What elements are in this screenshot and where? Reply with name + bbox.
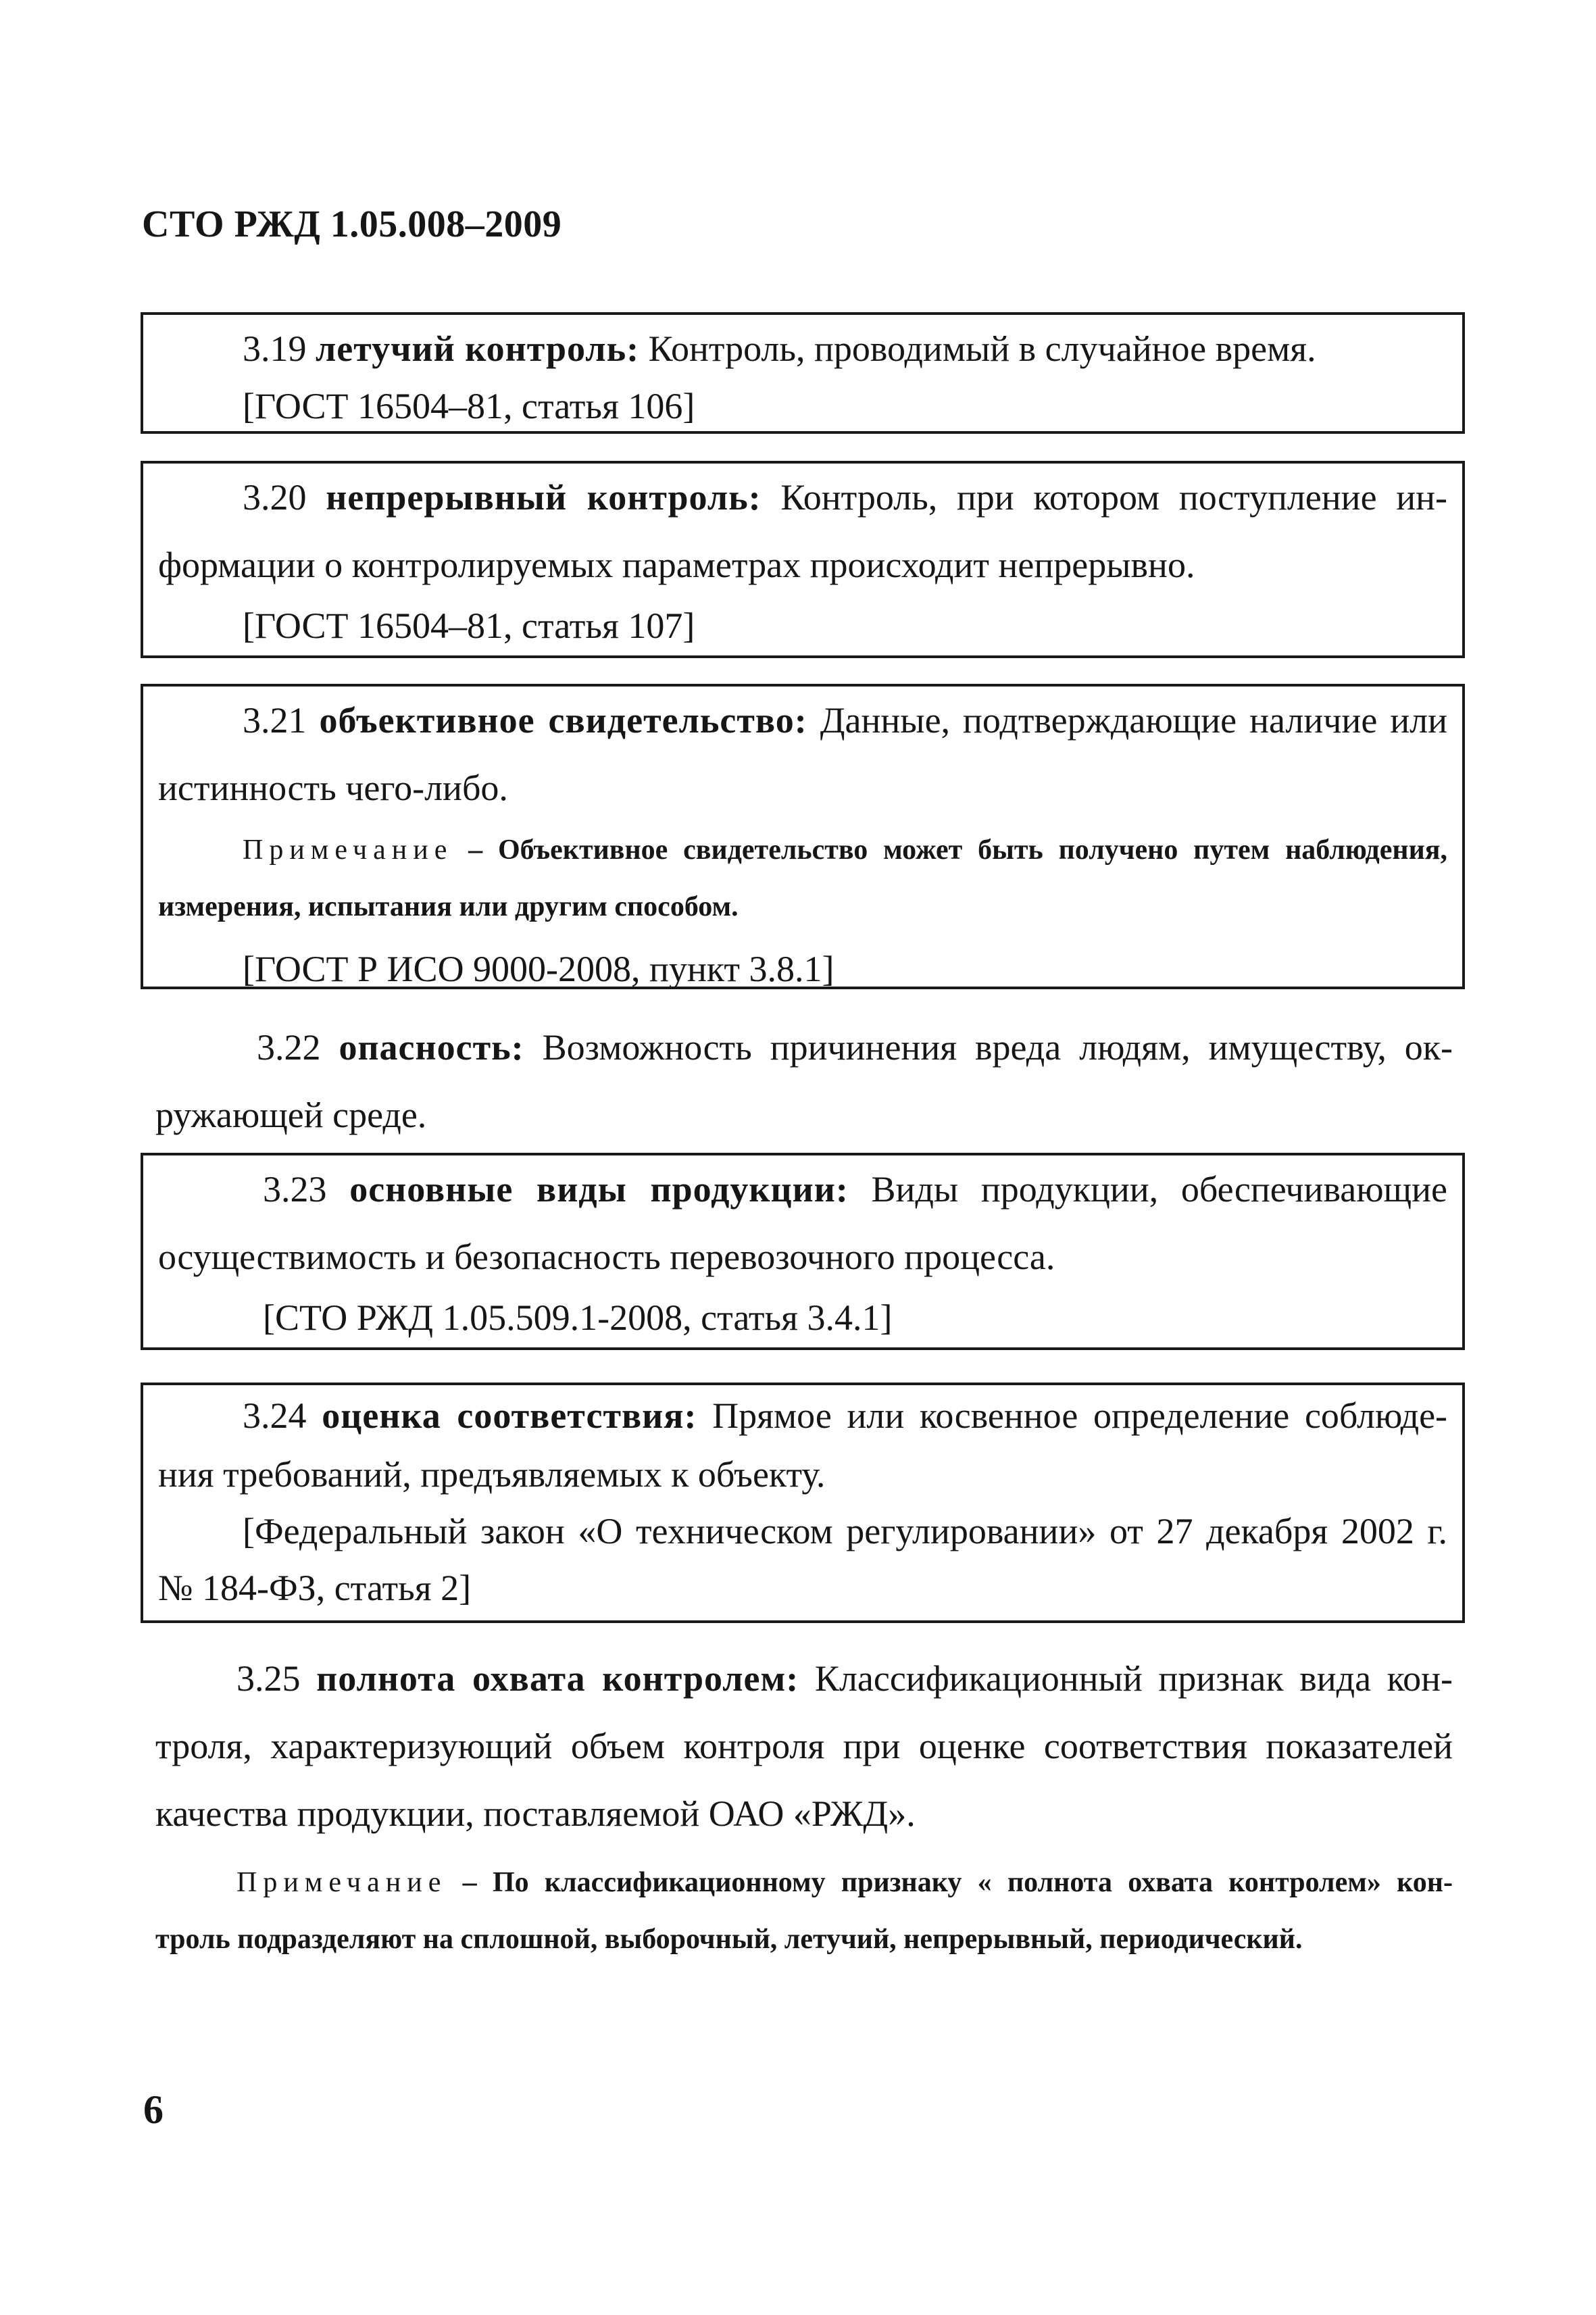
term-title: оценка соответствия: bbox=[322, 1395, 697, 1436]
term-note bbox=[158, 822, 1447, 878]
note-label: Примечание bbox=[236, 1867, 447, 1898]
term-title: объективное свидетельство: bbox=[319, 700, 807, 741]
term-definition-part3: качества продукции, поставляемой ОАО «РЖД». bbox=[155, 1793, 916, 1834]
term-definition-part2: истинность чего-либо. bbox=[158, 768, 508, 808]
term-number: 3.20 bbox=[243, 477, 307, 518]
term-definition-part1: Данные, подтверждающие наличие или bbox=[820, 700, 1447, 741]
page-number: 6 bbox=[143, 2087, 164, 2132]
term-line bbox=[158, 1385, 1447, 1446]
term-reference-part1: [Федеральный закон «О техническом регулировании» от 27 декабря 2002 г. bbox=[243, 1511, 1447, 1551]
term-definition-part2: ружающей среде. bbox=[155, 1095, 427, 1135]
term-reference: [СТО РЖД 1.05.509.1-2008, статья 3.4.1] bbox=[263, 1297, 893, 1338]
term-definition-part2: осуществимость и безопасность перевозочного процесса. bbox=[158, 1237, 1055, 1277]
term-definition: Контроль, проводимый в случайное время. bbox=[648, 328, 1316, 369]
term-box-3-19 bbox=[141, 312, 1465, 434]
term-title: опасность: bbox=[339, 1027, 524, 1068]
term-definition-part1: Возможность причинения вреда людям, имуществу, ок- bbox=[542, 1027, 1453, 1068]
term-box-3-24 bbox=[141, 1383, 1465, 1623]
document-code-header: СТО РЖД 1.05.008–2009 bbox=[142, 203, 562, 245]
term-number: 3.22 bbox=[257, 1027, 321, 1068]
term-line bbox=[155, 1014, 1453, 1081]
term-line bbox=[158, 687, 1447, 754]
term-line bbox=[158, 1155, 1447, 1223]
term-definition-part2: формации о контролируемых параметрах происходит непрерывно. bbox=[158, 545, 1195, 585]
term-number: 3.21 bbox=[243, 700, 307, 741]
note-text-part1: – Объективное свидетельство может быть получено путем наблюдения, bbox=[453, 835, 1447, 866]
term-reference-part2: № 184-ФЗ, статья 2] bbox=[158, 1568, 472, 1608]
note-label: Примечание bbox=[243, 835, 453, 866]
term-title: полнота охвата контролем: bbox=[316, 1658, 799, 1699]
term-number: 3.24 bbox=[243, 1395, 307, 1436]
note-text-part2: измерения, испытания или другим способом. bbox=[158, 891, 739, 922]
term-title: основные виды продукции: bbox=[349, 1169, 849, 1210]
note-text-part1: – По классификационному признаку « полнота охвата контролем» кон- bbox=[447, 1867, 1453, 1898]
term-number: 3.19 bbox=[243, 328, 307, 369]
term-title: летучий контроль: bbox=[316, 328, 640, 369]
term-definition-part2: ния требований, предъявляемых к объекту. bbox=[158, 1454, 826, 1495]
term-number: 3.23 bbox=[263, 1169, 327, 1210]
term-reference: [ГОСТ Р ИСО 9000-2008, пункт 3.8.1] bbox=[243, 949, 834, 989]
term-box-3-23 bbox=[141, 1153, 1465, 1350]
term-3-25 bbox=[155, 1645, 1453, 1968]
term-line bbox=[158, 464, 1447, 531]
term-title: непрерывный контроль: bbox=[326, 477, 762, 518]
term-definition-part1: Виды продукции, обеспечивающие bbox=[871, 1169, 1447, 1210]
term-definition-part1: Контроль, при котором поступление ин- bbox=[780, 477, 1447, 518]
term-box-3-20 bbox=[141, 461, 1465, 658]
term-line bbox=[158, 315, 1447, 382]
term-reference: [ГОСТ 16504–81, статья 106] bbox=[243, 386, 695, 426]
term-definition-part1: Классификационный признак вида кон- bbox=[814, 1658, 1453, 1699]
term-3-22 bbox=[155, 1014, 1453, 1149]
term-line bbox=[155, 1645, 1453, 1712]
term-definition-part1: Прямое или косвенное определение соблюде- bbox=[712, 1395, 1447, 1436]
term-number: 3.25 bbox=[236, 1658, 301, 1699]
note-text-part2: троль подразделяют на сплошной, выборочный, летучий, непрерывный, периодический. bbox=[155, 1924, 1303, 1955]
term-definition-part2: троля, характеризующий объем контроля при оценке соответствия показателей bbox=[155, 1726, 1453, 1766]
term-reference: [ГОСТ 16504–81, статья 107] bbox=[243, 605, 695, 646]
term-note bbox=[155, 1854, 1453, 1911]
term-box-3-21 bbox=[141, 684, 1465, 989]
